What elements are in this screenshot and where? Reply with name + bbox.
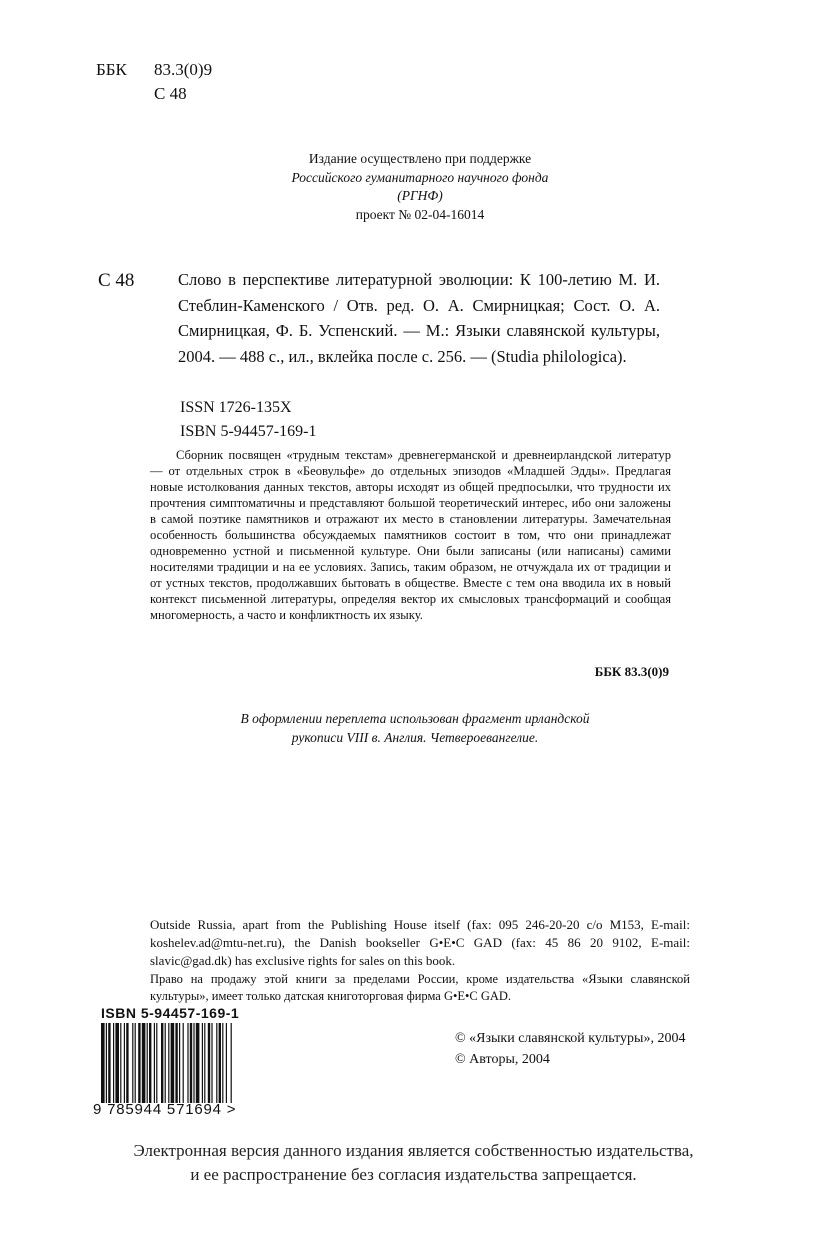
barcode-bar — [168, 1023, 169, 1103]
barcode-bar — [175, 1023, 177, 1103]
barcode-bar — [161, 1023, 163, 1103]
barcode-bar — [142, 1023, 146, 1103]
barcode-bar — [179, 1023, 180, 1103]
barcode-bar — [165, 1023, 166, 1103]
barcode-bars — [93, 1023, 283, 1103]
barcode-bar — [108, 1023, 110, 1103]
barcode — [93, 1005, 283, 1117]
barcode-isbn: ISBN 5-94457-169-1 — [101, 1005, 240, 1021]
bbk-code: 83.3(0)9 — [154, 60, 213, 79]
barcode-bar — [193, 1023, 194, 1103]
barcode-bar — [219, 1023, 221, 1103]
barcode-ean: 9 785944 571694 > — [93, 1101, 237, 1118]
barcode-bar — [124, 1023, 125, 1103]
barcode-bar — [226, 1023, 227, 1103]
barcode-bar — [171, 1023, 175, 1103]
barcode-bar — [132, 1023, 133, 1103]
rights-english: Outside Russia, apart from the Publishing House itself (fax: 095 246-20-20 c/o M153, E-mail: koshelev.ad@mtu-net.ru), the Danish bookseller G•E•C GAD (fax: 45 86 20 9102, E-mail: slavic@gad.dk) has exclusive rights for sales on this book. — [150, 917, 690, 968]
barcode-bar — [211, 1023, 212, 1103]
barcode-bar — [208, 1023, 210, 1103]
barcode-bar — [135, 1023, 136, 1103]
funding-note — [200, 150, 640, 224]
annotation-bbk: ББК 83.3(0)9 — [594, 664, 669, 679]
rights-russian: Право на продажу этой книги за пределами России, кроме издательства «Языки славянской культуры», имеет только датская книготорговая фирма G•E•C GAD. — [150, 972, 690, 1003]
barcode-bar — [216, 1023, 217, 1103]
barcode-bar — [120, 1023, 121, 1103]
barcode-bar — [202, 1023, 203, 1103]
cover-note — [170, 709, 660, 747]
barcode-bar — [187, 1023, 188, 1103]
funding-line-3: (РГНФ) — [397, 188, 443, 203]
identifiers — [180, 396, 316, 444]
bbk-classification — [96, 58, 212, 106]
cover-line-2: рукописи VIII в. Англия. Четвероевангелие. — [291, 730, 539, 745]
bibliographic-record: Слово в перспективе литературной эволюции: К 100-летию М. И. Стеблин-Каменского / Отв. ред. О. А. Смирницкая; Сост. О. А. Смирницкая, Ф. Б. Успенский. — М.: Языки славянской культуры, 2004. — 488 с., ил., вклейка после с. 256. — (Studia philologica). — [178, 270, 660, 366]
barcode-bar — [147, 1023, 148, 1103]
funding-line-2: Российского гуманитарного научного фонда — [291, 169, 549, 185]
barcode-bar — [231, 1023, 232, 1103]
author-mark: С 48 — [154, 84, 187, 103]
barcode-bar — [106, 1023, 107, 1103]
barcode-bar — [204, 1023, 205, 1103]
bbk-label: ББК — [96, 60, 127, 79]
barcode-bar — [183, 1023, 184, 1103]
electronic-line-2: и ее распространение без согласия издательства запрещается. — [190, 1165, 637, 1184]
barcode-bar — [138, 1023, 140, 1103]
barcode-bar — [190, 1023, 192, 1103]
electronic-notice — [60, 1139, 767, 1187]
copyright-authors: © Авторы, 2004 — [455, 1052, 550, 1067]
funding-project: проект № 02-04-16014 — [355, 206, 485, 222]
barcode-bar — [126, 1023, 128, 1103]
cover-line-1: В оформлении переплета использован фрагмент ирландской — [240, 711, 590, 726]
barcode-bar — [156, 1023, 157, 1103]
barcode-bar — [196, 1023, 200, 1103]
barcode-bar — [115, 1023, 119, 1103]
funding-line-1: Издание осуществлено при поддержке — [308, 151, 532, 166]
barcode-bar — [222, 1023, 223, 1103]
barcode-bar — [101, 1023, 105, 1103]
copyright-publisher: © «Языки славянской культуры», 2004 — [455, 1031, 686, 1046]
annotation: Сборник посвящен «трудным текстам» древнегерманской и древнеирландской литератур — от отдельных строк в «Беовульфе» до отдельных эпизодов «Младшей Эдды». Предлагая новые истолкования данных текстов, авторы исходят из общей предпосылки, что трудности их прочтения симптоматичны и представляют большой теоретический интерес, ибо они заложены в самой поэтике памятников и отражают их место в становлении литературы. Замечательная особенность большинства обсуждаемых памятников состоит в том, что они принадлежат одновременно устной и письменной культуре. Они были записаны (или написаны) самими носителями традиции и на ее условиях. Запись, таким образом, не отчуждала их от традиции и от устных текстов, продолжавших бытовать в обществе. Вместе с тем она вводила их в новый контекст письменной литературы, определяя вектор их смысловых трансформаций и сообщая многомерность, а часто и конфликтность их языку. — [150, 448, 671, 623]
barcode-bar — [149, 1023, 151, 1103]
electronic-line-1: Электронная версия данного издания является собственностью издательства, — [133, 1141, 694, 1160]
issn: ISSN 1726-135X — [180, 399, 292, 416]
copyright — [455, 1028, 685, 1070]
barcode-bar — [113, 1023, 114, 1103]
barcode-bar — [154, 1023, 155, 1103]
isbn: ISBN 5-94457-169-1 — [180, 423, 317, 440]
catalog-code: С 48 — [98, 270, 135, 291]
